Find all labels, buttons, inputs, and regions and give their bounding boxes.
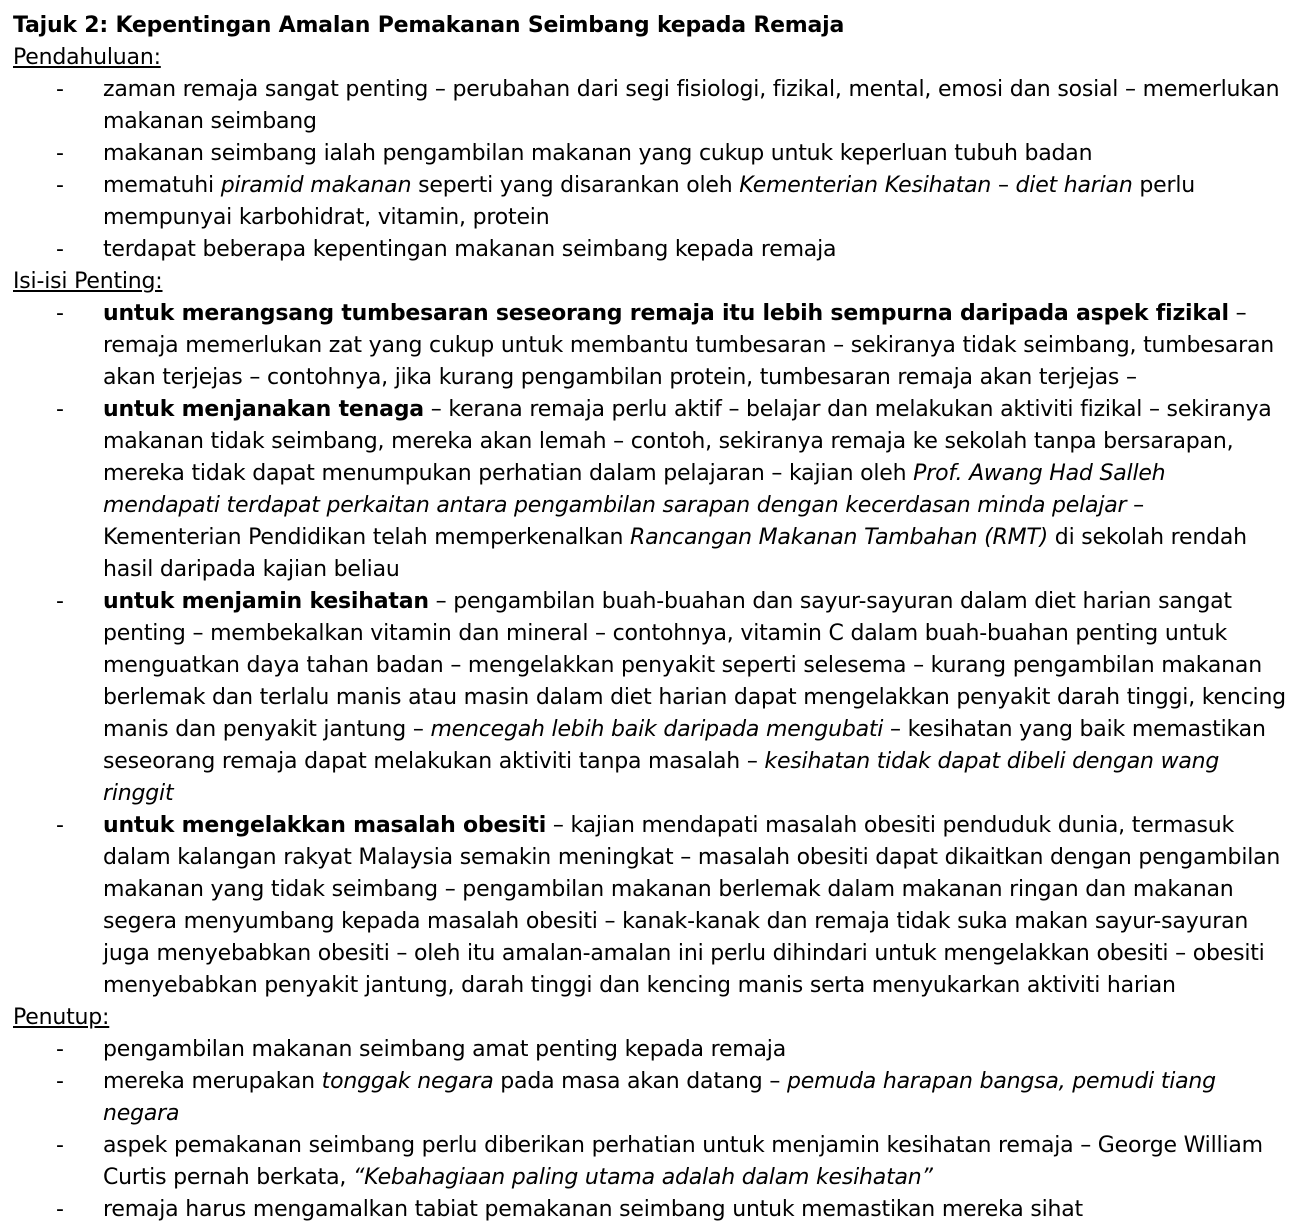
item-text: seperti yang disarankan oleh bbox=[411, 173, 740, 198]
bullet-dash: - bbox=[56, 173, 64, 198]
item-text: perlu mempunyai karbohidrat, vitamin, protein bbox=[103, 173, 1195, 230]
item-italic-text: Rancangan Makanan Tambahan (RMT) bbox=[630, 525, 1049, 550]
item-text: makanan seimbang ialah pengambilan makanan yang cukup untuk keperluan tubuh badan bbox=[103, 141, 1093, 166]
bullet-dash: - bbox=[56, 77, 64, 102]
item-text: – kerana remaja perlu aktif – belajar dan melakukan aktiviti fizikal – sekiranya makanan tidak seimbang, mereka akan lemah – contoh, sekiranya remaja ke sekolah tanpa bersarapan, mereka tidak dapat menumpukan perhatian dalam pelajaran – kajian oleh bbox=[103, 397, 1272, 486]
bullet-dash: - bbox=[56, 813, 64, 838]
item-bold-heading: untuk menjanakan tenaga bbox=[103, 397, 424, 422]
item-text: mematuhi bbox=[103, 173, 221, 198]
list-item bbox=[13, 298, 1287, 394]
section-heading-closing: Penutup: bbox=[13, 1005, 110, 1030]
bullet-dash: - bbox=[56, 1133, 64, 1158]
item-italic-text: kesihatan tidak dapat dibeli dengan wang ringgit bbox=[103, 749, 1220, 806]
item-text: – kesihatan yang baik memastikan seseorang remaja dapat melakukan aktiviti tanpa masalah – bbox=[103, 717, 1266, 774]
list-item bbox=[13, 1194, 1287, 1226]
item-text: – remaja memerlukan zat yang cukup untuk membantu tumbesaran – sekiranya tidak seimbang, tumbesaran akan terjejas – contohnya, jika kurang pengambilan protein, tumbesaran remaja akan terjejas – bbox=[103, 301, 1275, 390]
item-text: zaman remaja sangat penting – perubahan dari segi fisiologi, fizikal, mental, emosi dan sosial – memerlukan makanan seimbang bbox=[103, 77, 1280, 134]
section-heading-intro: Pendahuluan: bbox=[13, 45, 161, 70]
item-text: – bbox=[991, 173, 1016, 198]
list-item bbox=[13, 138, 1287, 170]
bullet-dash: - bbox=[56, 237, 64, 262]
section-heading-body: Isi-isi Penting: bbox=[13, 269, 163, 294]
item-italic-text: Kementerian Kesihatan bbox=[739, 173, 992, 198]
list-item bbox=[13, 234, 1287, 266]
item-bold-heading: untuk mengelakkan masalah obesiti bbox=[103, 813, 547, 838]
list-item bbox=[13, 394, 1287, 586]
list-item bbox=[13, 810, 1287, 1002]
list-item bbox=[13, 1066, 1287, 1130]
document-title: Tajuk 2: Kepentingan Amalan Pemakanan Seimbang kepada Remaja bbox=[13, 13, 845, 38]
item-bold-heading: untuk merangsang tumbesaran seseorang remaja itu lebih sempurna daripada aspek fizikal bbox=[103, 301, 1229, 326]
bullet-dash: - bbox=[56, 1069, 64, 1094]
item-text: terdapat beberapa kepentingan makanan seimbang kepada remaja bbox=[103, 237, 837, 262]
item-italic-text: Prof. Awang Had Salleh mendapati terdapat perkaitan antara pengambilan sarapan dengan kecerdasan minda pelajar bbox=[103, 461, 1166, 518]
closing-list bbox=[13, 1034, 1287, 1226]
item-italic-text: pemuda harapan bangsa, pemudi tiang negara bbox=[103, 1069, 1216, 1126]
item-bold-heading: untuk menjamin kesihatan bbox=[103, 589, 429, 614]
item-text: mereka merupakan bbox=[103, 1069, 322, 1094]
bullet-dash: - bbox=[56, 1037, 64, 1062]
item-italic-text: piramid makanan bbox=[220, 173, 412, 198]
list-item bbox=[13, 74, 1287, 138]
item-italic-text: diet harian bbox=[1015, 173, 1133, 198]
list-item bbox=[13, 1130, 1287, 1194]
item-text: pada masa akan datang – bbox=[493, 1069, 787, 1094]
item-text: pengambilan makanan seimbang amat penting kepada remaja bbox=[103, 1037, 786, 1062]
item-text: di sekolah rendah hasil daripada kajian beliau bbox=[103, 525, 1247, 582]
bullet-dash: - bbox=[56, 1197, 64, 1222]
intro-list bbox=[13, 74, 1287, 266]
item-text: aspek pemakanan seimbang perlu diberikan perhatian untuk menjamin kesihatan remaja – George William Curtis pernah berkata, bbox=[103, 1133, 1263, 1190]
bullet-dash: - bbox=[56, 589, 64, 614]
item-italic-text: mencegah lebih baik daripada mengubati bbox=[430, 717, 884, 742]
item-text: – pengambilan buah-buahan dan sayur-sayuran dalam diet harian sangat penting – membekalkan vitamin dan mineral – contohnya, vitamin C dalam buah-buahan penting untuk menguatkan daya tahan badan – mengelakkan penyakit seperti selesema – kurang pengambilan makanan berlemak dan terlalu manis atau masin dalam diet harian dapat mengelakkan penyakit darah tinggi, kencing manis dan penyakit jantung – bbox=[103, 589, 1286, 742]
item-text: remaja harus mengamalkan tabiat pemakanan seimbang untuk memastikan mereka sihat bbox=[103, 1197, 1083, 1222]
bullet-dash: - bbox=[56, 301, 64, 326]
item-text: – Kementerian Pendidikan telah memperkenalkan bbox=[103, 493, 1144, 550]
item-italic-text: “Kebahagiaan paling utama adalah dalam kesihatan” bbox=[352, 1165, 933, 1190]
body-list bbox=[13, 298, 1287, 1002]
item-italic-text: tonggak negara bbox=[321, 1069, 494, 1094]
bullet-dash: - bbox=[56, 141, 64, 166]
bullet-dash: - bbox=[56, 397, 64, 422]
list-item bbox=[13, 586, 1287, 810]
list-item bbox=[13, 170, 1287, 234]
item-text: – kajian mendapati masalah obesiti penduduk dunia, termasuk dalam kalangan rakyat Malaysia semakin meningkat – masalah obesiti dapat dikaitkan dengan pengambilan makanan yang tidak seimbang – pengambilan makanan berlemak dalam makanan ringan dan makanan segera menyumbang kepada masalah obesiti – kanak-kanak dan remaja tidak suka makan sayur-sayuran juga menyebabkan obesiti – oleh itu amalan-amalan ini perlu dihindari untuk mengelakkan obesiti – obesiti menyebabkan penyakit jantung, darah tinggi dan kencing manis serta menyukarkan aktiviti harian bbox=[103, 813, 1281, 998]
list-item bbox=[13, 1034, 1287, 1066]
